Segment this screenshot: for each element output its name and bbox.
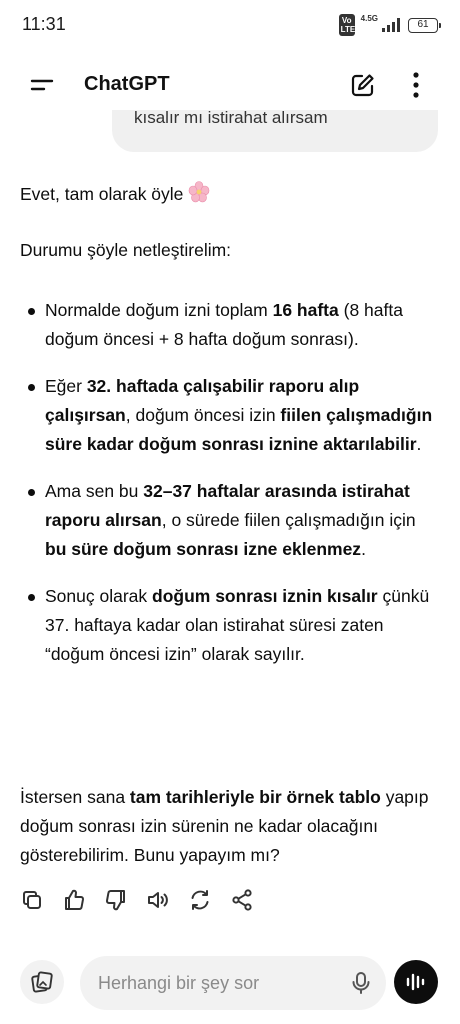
response-intro-text: Evet, tam olarak öyle: [20, 184, 184, 204]
text-segment: (8 hafta doğum öncesi + 8 hafta doğum sonrası).: [45, 300, 403, 349]
message-input[interactable]: [98, 956, 338, 1010]
text-segment: .: [361, 539, 366, 559]
battery-indicator: 61: [408, 18, 438, 33]
app-title: ChatGPT: [84, 73, 170, 95]
microphone-icon[interactable]: [348, 970, 374, 996]
user-message-text: kısalır mı istirahat alırsam: [134, 110, 328, 127]
copy-icon[interactable]: [20, 888, 44, 912]
bold-text: 32. haftada çalışabilir raporu alıp çalışırsan: [45, 376, 360, 425]
network-type: 4.5G: [360, 14, 378, 23]
status-time: 11:31: [22, 14, 66, 34]
volte-badge: Vo LTE: [340, 16, 356, 34]
bold-text: tam tarihleriyle bir örnek tablo: [129, 787, 381, 807]
read-aloud-icon[interactable]: [146, 888, 170, 912]
attach-button[interactable]: [20, 960, 64, 1004]
app-header: [0, 60, 460, 110]
bullet-item: [20, 582, 440, 669]
response-durum: Durumu şöyle netleştirelim:: [20, 240, 232, 260]
text-segment: .: [416, 434, 422, 454]
menu-icon[interactable]: [30, 75, 54, 95]
text-segment: Normalde doğum izni toplam: [45, 300, 273, 320]
response-intro: [20, 180, 210, 209]
text-segment: Sonuç olarak: [45, 586, 153, 606]
status-bar: [0, 0, 460, 48]
composer: [0, 954, 460, 1014]
message-input-pill: [80, 956, 386, 1010]
bullet-item: [20, 296, 440, 354]
bold-text: bu süre doğum sonrası izne eklenmez: [45, 539, 362, 559]
text-segment: , doğum öncesi izin: [125, 405, 281, 425]
thumbs-down-icon[interactable]: [104, 888, 128, 912]
new-chat-icon[interactable]: [350, 72, 376, 98]
waveform-icon: [405, 971, 427, 993]
share-icon[interactable]: [230, 888, 254, 912]
text-segment: , o sürede fiilen çalışmadığın için: [161, 510, 416, 530]
bold-text: 16 hafta: [272, 300, 339, 320]
bullet-item: [20, 372, 440, 459]
bullet-item: [20, 477, 440, 564]
text-segment: Eğer: [45, 376, 87, 396]
response-bullet-list: [20, 296, 440, 687]
regenerate-icon[interactable]: [188, 888, 212, 912]
text-segment: yapıp doğum sonrası izin sürenin ne kadar olacağını gösterebilirim. Bunu yapayım mı?: [20, 787, 429, 865]
bold-text: doğum sonrası iznin kısalır: [152, 586, 378, 606]
response-offer: [20, 783, 430, 870]
text-segment: Ama sen bu: [45, 481, 144, 501]
more-options-icon[interactable]: [410, 71, 422, 99]
image-attach-icon: [30, 970, 54, 994]
bold-text: fiilen çalışmadığın süre kadar doğum sonrası iznine aktarılabilir: [45, 405, 433, 454]
message-actions: [20, 888, 254, 912]
user-message-bubble: [112, 110, 438, 152]
status-icons: [339, 14, 438, 36]
thumbs-up-icon[interactable]: [62, 888, 86, 912]
voice-mode-button[interactable]: [394, 960, 438, 1004]
bold-text: 32–37 haftalar arasında istirahat raporu alırsan: [45, 481, 410, 530]
signal-icon: [382, 18, 402, 32]
cherry-blossom-icon: [188, 181, 210, 203]
text-segment: çünkü 37. haftaya kadar olan istirahat süresi zaten “doğum öncesi izin” olarak sayılır.: [45, 586, 430, 664]
text-segment: İstersen sana: [20, 787, 130, 807]
